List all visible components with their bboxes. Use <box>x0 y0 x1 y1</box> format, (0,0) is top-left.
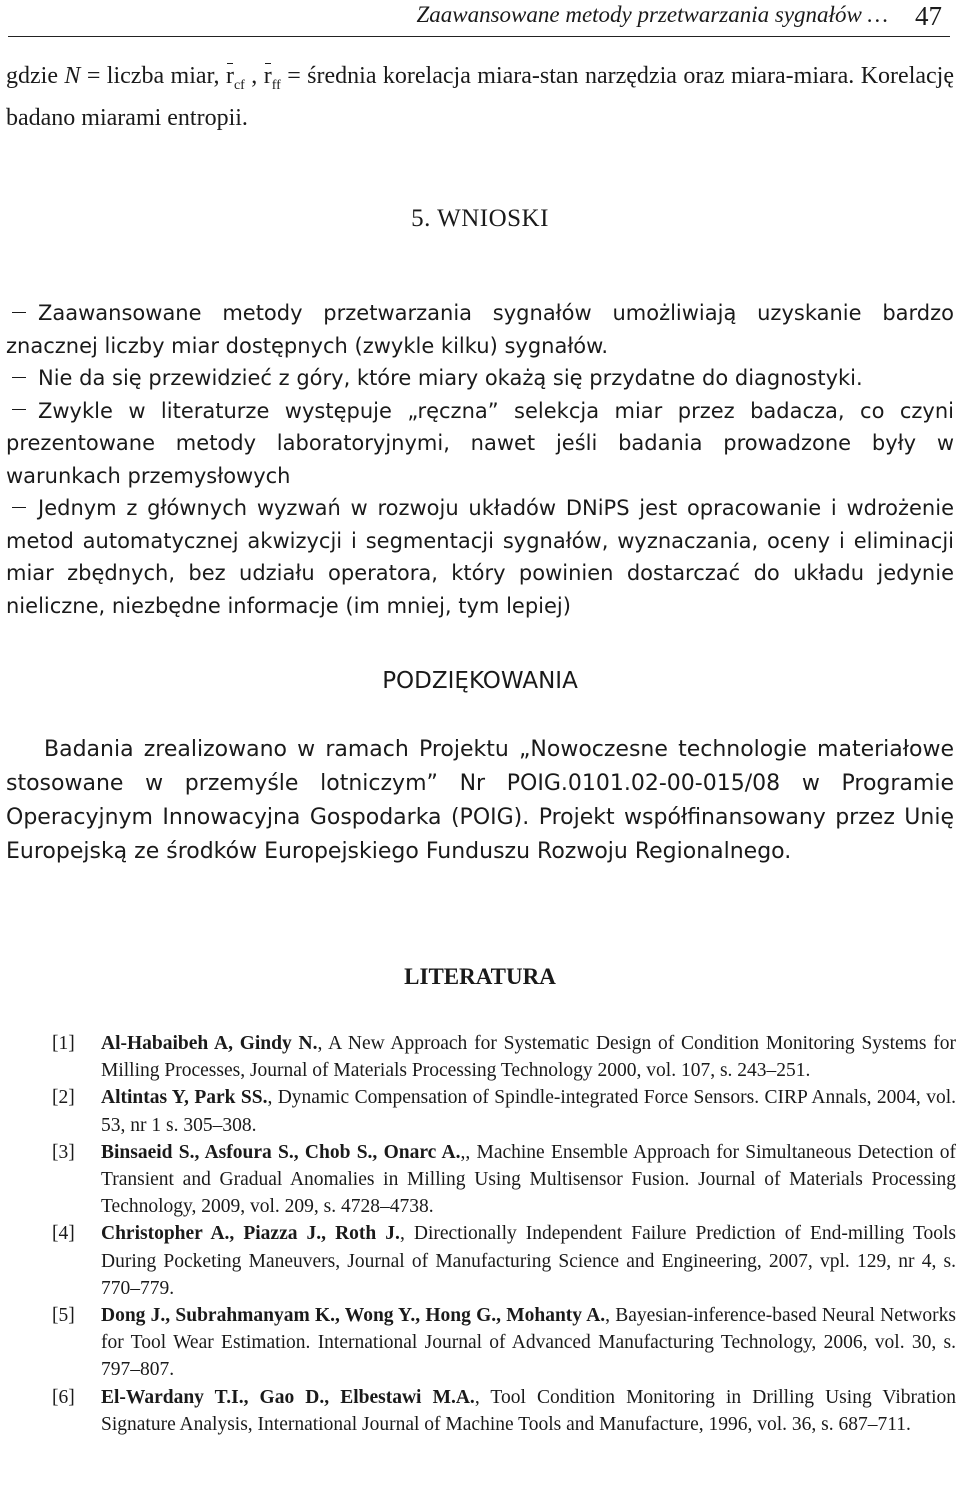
conclusions-list <box>6 297 954 622</box>
subscript-cf: cf <box>233 78 245 93</box>
conclusion-item <box>6 492 954 622</box>
reference-authors: Dong J., Subrahmanyam K., Wong Y., Hong G., Mohanty A. <box>101 1305 606 1327</box>
subscript-ff: ff <box>271 78 281 93</box>
reference-authors: El-Wardany T.I., Gao D., Elbestawi M.A. <box>101 1386 475 1408</box>
reference-item <box>52 1220 956 1302</box>
acknowledgements-paragraph: Badania zrealizowano w ramach Projektu „Nowoczesne technologie materiałowe stosowane w przemyśle lotniczym” Nr POIG.0101.02-00-015/08 w Programie Operacyjnym Innowacyjna Gospodarka (POIG). Projekt współfinansowany przez Unię Europejską ze środków Europejskiego Funduszu Rozwoju Regionalnego. <box>6 737 954 864</box>
conclusion-item <box>6 297 954 362</box>
intro-prefix: gdzie <box>6 63 65 89</box>
reference-details: , Tool Condition Monitoring in Drilling Using Vibration Signature Analysis, International Journal of Machine Tools and Manufacture, 1996, vol. 36, s. 687–711. <box>101 1386 956 1435</box>
dash-bullet <box>12 409 26 410</box>
conclusion-item <box>6 395 954 493</box>
mean-correlation-ff <box>264 60 272 93</box>
reference-details: , A New Approach for Systematic Design of Condition Monitoring Systems for Milling Processes, Journal of Materials Processing Technology 2000, vol. 107, s. 243–251. <box>101 1033 956 1082</box>
intro-paragraph <box>6 60 954 135</box>
reference-authors: Christopher A., Piazza J., Roth J. <box>101 1223 400 1245</box>
reference-number: [5] <box>52 1305 75 1327</box>
page-number: 47 <box>915 1 942 31</box>
symbol-r: r <box>263 63 272 89</box>
intro-comma: , <box>244 63 264 89</box>
reference-item <box>52 1084 956 1138</box>
reference-number: [1] <box>52 1033 75 1054</box>
symbol-r: r <box>225 63 234 89</box>
literature-heading: LITERATURA <box>404 964 556 989</box>
conclusion-text: Nie da się przewidzieć z góry, które miary okażą się przydatne do diagnostyki. <box>38 366 863 390</box>
running-header <box>8 0 950 37</box>
section-heading-conclusions: 5. WNIOSKI <box>411 205 549 232</box>
reference-list <box>52 1030 956 1438</box>
reference-details: ,, Machine Ensemble Approach for Simultaneous Detection of Transient and Gradual Anomalies in Milling Using Multisensor Fusion. Journal of Materials Processing Technology, 2009, vol. 209, s. 4728–4738. <box>101 1141 956 1218</box>
intro-text-b: = średnia korelacja miara-stan narzędzia oraz miara-miara. Korelację badano miarami entropii. <box>6 63 954 131</box>
dash-bullet <box>12 377 26 378</box>
reference-number: [2] <box>52 1087 75 1109</box>
mean-correlation-cf <box>226 60 234 93</box>
reference-item <box>52 1030 956 1084</box>
reference-details: , Dynamic Compensation of Spindle-integrated Force Sensors. CIRP Annals, 2004, vol. 53, nr 1 s. 305–308. <box>101 1087 956 1136</box>
reference-number: [6] <box>52 1386 75 1408</box>
dash-bullet <box>12 312 26 313</box>
reference-number: [4] <box>52 1223 75 1245</box>
reference-authors: Binsaeid S., Asfoura S., Chob S., Onarc A. <box>101 1141 461 1163</box>
reference-item <box>52 1139 956 1221</box>
dash-bullet <box>12 507 26 508</box>
acknowledgements-heading: PODZIĘKOWANIA <box>382 668 578 694</box>
conclusion-text: Zaawansowane metody przetwarzania sygnałów umożliwiają uzyskanie bardzo znacznej liczby miar dostępnych (zwykle kilku) sygnałów. <box>6 301 954 358</box>
conclusion-text: Jednym z głównych wyzwań w rozwoju układów DNiPS jest opracowanie i wdrożenie metod automatycznej akwizycji i segmentacji sygnałów, wyznaczania, oceny i eliminacji miar zbędnych, bez udziału operatora, który powinien dostarczać do układu jedynie nieliczne, niezbędne informacje (im mniej, tym lepiej) <box>6 496 954 618</box>
reference-authors: Altintas Y, Park SS. <box>101 1087 268 1109</box>
reference-authors: Al-Habaibeh A, Gindy N. <box>101 1033 318 1054</box>
variable-n: N <box>64 63 81 89</box>
conclusion-text: Zwykle w literaturze występuje „ręczna” selekcja miar przez badacza, co czyni prezentowane metody laboratoryjnymi, nawet jeśli badania prowadzone były w warunkach przemysłowych <box>6 398 954 488</box>
conclusion-item <box>6 362 954 395</box>
reference-number: [3] <box>52 1141 75 1163</box>
running-title: Zaawansowane metody przetwarzania sygnałów … <box>416 2 888 27</box>
reference-details: , Directionally Independent Failure Prediction of End-milling Tools During Pocketing Maneuvers, Journal of Manufacturing Science and Engineering, 2007, vpl. 129, nr 4, s. 770–779. <box>101 1223 957 1299</box>
reference-item <box>52 1384 956 1438</box>
reference-details: , Bayesian-inference-based Neural Networks for Tool Wear Estimation. International Journal of Advanced Manufacturing Technology, 2006, vol. 30, s. 797–807. <box>101 1305 956 1381</box>
reference-item <box>52 1302 956 1384</box>
intro-text-a: = liczba miar, <box>80 63 226 89</box>
